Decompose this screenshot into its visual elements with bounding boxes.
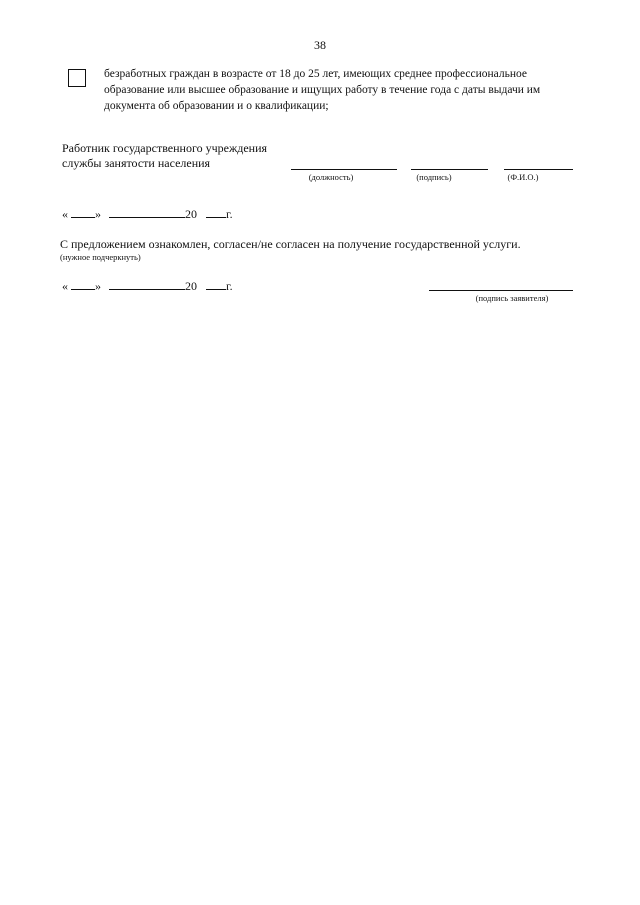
month-field[interactable] — [109, 279, 185, 290]
year-field[interactable] — [206, 207, 226, 218]
day-field[interactable] — [71, 279, 95, 290]
century-text: 20 — [185, 279, 197, 293]
caption-position: (должность) — [308, 172, 354, 182]
checkbox-item-line-3: документа об образовании и о квалификации; — [104, 100, 329, 112]
century-text: 20 — [185, 207, 197, 221]
consent-text: С предложением ознакомлен, согласен/не согласен на получение государственной услуги. — [60, 237, 521, 251]
caption-signature: (подпись) — [416, 172, 452, 182]
name-line[interactable] — [504, 169, 573, 170]
date-block-2 — [62, 279, 233, 294]
checkbox-item-line-2: образование или высшее образование и ищущих работу в течение года с даты выдачи им — [104, 84, 541, 96]
position-line[interactable] — [291, 169, 397, 170]
caption-name: (Ф.И.О.) — [507, 172, 539, 182]
year-suffix: г. — [226, 279, 233, 293]
worker-label-line-1: Работник государственного учреждения — [62, 141, 268, 155]
open-quote: « — [62, 207, 68, 221]
checkbox-item-line-1: безработных граждан в возрасте от 18 до 25 лет, имеющих среднее профессиональное — [104, 68, 527, 80]
day-field[interactable] — [71, 207, 95, 218]
worker-label — [62, 141, 267, 171]
underline-hint: (нужное подчеркнуть) — [60, 252, 141, 262]
date-block-1 — [62, 207, 233, 222]
close-quote: » — [95, 279, 101, 293]
year-field[interactable] — [206, 279, 226, 290]
year-suffix: г. — [226, 207, 233, 221]
open-quote: « — [62, 279, 68, 293]
applicant-signature-line[interactable] — [429, 290, 573, 291]
worker-label-line-2: службы занятости населения — [62, 156, 211, 170]
page-number: 38 — [314, 38, 326, 52]
signature-line[interactable] — [411, 169, 488, 170]
applicant-signature-caption: (подпись заявителя) — [475, 293, 549, 303]
month-field[interactable] — [109, 207, 185, 218]
close-quote: » — [95, 207, 101, 221]
checkbox[interactable] — [68, 69, 86, 87]
